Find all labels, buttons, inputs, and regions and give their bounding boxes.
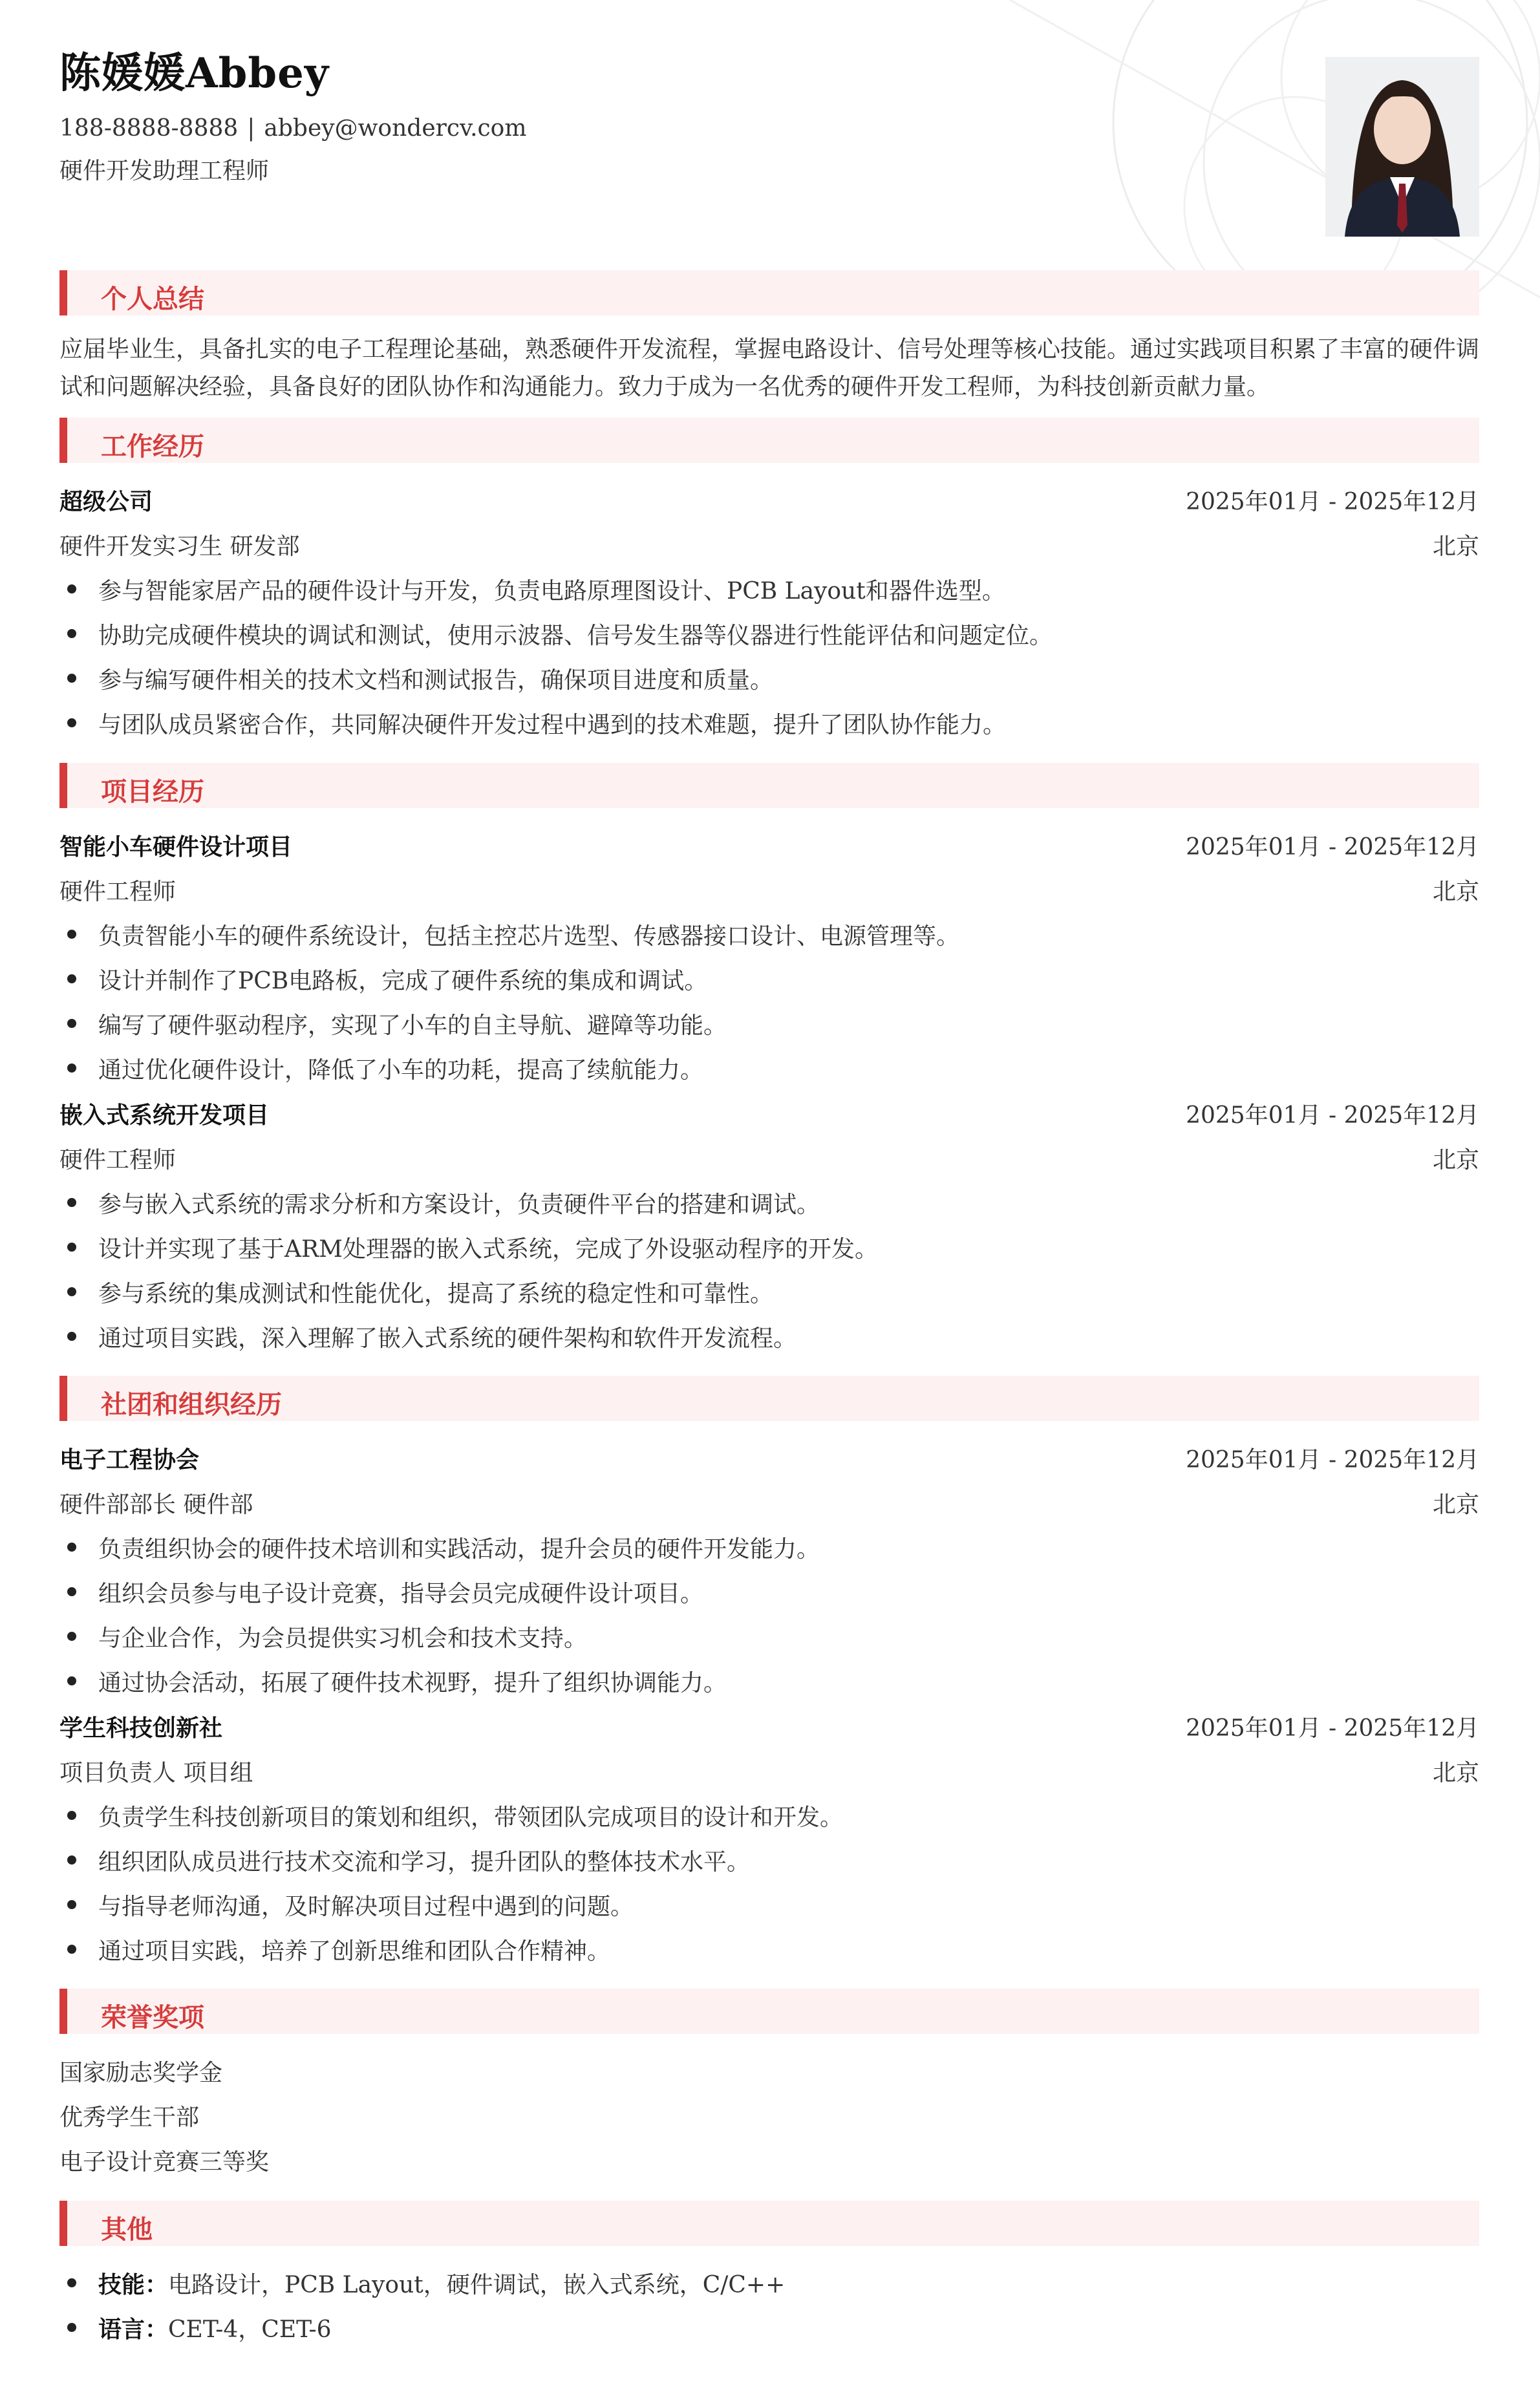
club-entry-header — [59, 1710, 1479, 1742]
job-title: 硬件开发助理工程师 — [59, 158, 270, 184]
list-item-text: 参与嵌入式系统的需求分析和方案设计，负责硬件平台的搭建和调试。 — [98, 1192, 820, 1218]
bullet-dot — [67, 1676, 76, 1685]
honor-item: 优秀学生干部 — [59, 2104, 200, 2131]
language-label: 语言： — [98, 2316, 169, 2343]
summary-line: 应届毕业生，具备扎实的电子工程理论基础，熟悉硬件开发流程，掌握电路设计、信号处理等核心技能。通过实践项目积累了丰富的硬件调 — [59, 336, 1480, 363]
list-item-text: 与企业合作，为会员提供实习机会和技术支持。 — [98, 1625, 588, 1652]
list-item-text: 通过项目实践，深入理解了嵌入式系统的硬件架构和软件开发流程。 — [98, 1325, 797, 1352]
club-entry-header — [59, 1442, 1479, 1474]
club-date: 2025年01月 - 2025年12月 — [1186, 1447, 1479, 1473]
list-item-text: 与指导老师沟通，及时解决项目过程中遇到的问题。 — [98, 1894, 634, 1920]
profile-photo — [1325, 57, 1479, 237]
club-date: 2025年01月 - 2025年12月 — [1186, 1715, 1479, 1742]
list-item-text — [98, 2311, 332, 2344]
bullet-dot — [67, 1900, 76, 1909]
project-location: 北京 — [1432, 1147, 1479, 1173]
email-address: abbey@wondercv.com — [264, 115, 527, 142]
section-header-other — [59, 2201, 1479, 2246]
summary-paragraph — [59, 331, 1479, 406]
section-header-work — [59, 418, 1479, 463]
section-title-summary: 个人总结 — [101, 284, 204, 314]
candidate-name: 陈媛媛Abbey — [59, 49, 330, 98]
project-entry-header — [59, 829, 1479, 861]
bullet-dot — [67, 1198, 76, 1207]
list-item-text: 负责智能小车的硬件系统设计，包括主控芯片选型、传感器接口设计、电源管理等。 — [98, 923, 960, 950]
bullet-dot — [67, 584, 76, 593]
list-item-text: 通过项目实践，培养了创新思维和团队合作精神。 — [98, 1938, 611, 1965]
contact-separator: | — [247, 115, 255, 142]
club-name: 电子工程协会 — [59, 1446, 200, 1473]
club-name: 学生科技创新社 — [59, 1715, 223, 1742]
section-header-summary — [59, 270, 1479, 315]
club-entry-sub — [59, 1755, 1479, 1787]
list-item-text: 通过优化硬件设计，降低了小车的功耗，提高了续航能力。 — [98, 1057, 704, 1084]
honor-item: 电子设计竞赛三等奖 — [59, 2149, 270, 2175]
list-item-text: 参与系统的集成测试和性能优化，提高了系统的稳定性和可靠性。 — [98, 1281, 774, 1307]
section-title-work: 工作经历 — [101, 431, 204, 462]
work-entry-sub — [59, 528, 1479, 561]
bullet-dot — [67, 1587, 76, 1596]
bullet-dot — [67, 1287, 76, 1296]
project-location: 北京 — [1432, 879, 1479, 905]
section-header-projects — [59, 763, 1479, 808]
resume-page — [59, 0, 1480, 2343]
skills-label: 技能： — [98, 2271, 169, 2298]
project-date: 2025年01月 - 2025年12月 — [1186, 834, 1479, 860]
project-role: 硬件工程师 — [59, 879, 176, 905]
project-entry-header — [59, 1097, 1479, 1129]
list-item-text: 参与编写硬件相关的技术文档和测试报告，确保项目进度和质量。 — [98, 667, 774, 694]
bullet-dot — [67, 1811, 76, 1820]
work-location: 北京 — [1432, 533, 1479, 560]
bullet-dot — [67, 674, 76, 683]
list-item-text: 负责组织协会的硬件技术培训和实践活动，提升会员的硬件开发能力。 — [98, 1536, 820, 1563]
bullet-dot — [67, 1855, 76, 1865]
section-header-honors — [59, 1989, 1479, 2034]
phone-number: 188-8888-8888 — [59, 115, 239, 142]
list-item-text: 参与智能家居产品的硬件设计与开发，负责电路原理图设计、PCB Layout和器件选型。 — [98, 578, 1005, 604]
list-item-text: 负责学生科技创新项目的策划和组织，带领团队完成项目的设计和开发。 — [98, 1804, 844, 1831]
list-item-text: 编写了硬件驱动程序，实现了小车的自主导航、避障等功能。 — [98, 1012, 727, 1039]
language-value: CET-4，CET-6 — [168, 2316, 332, 2343]
resume-header — [59, 0, 1479, 259]
section-title-projects: 项目经历 — [101, 776, 204, 807]
club-location: 北京 — [1432, 1491, 1479, 1518]
summary-line: 试和问题解决经验，具备良好的团队协作和沟通能力。致力于成为一名优秀的硬件开发工程师，为科技创新贡献力量。 — [59, 374, 1270, 400]
skills-value: 电路设计，PCB Layout，硬件调试，嵌入式系统，C/C++ — [168, 2272, 786, 2298]
bullet-dot — [67, 930, 76, 939]
project-entry-sub — [59, 1142, 1479, 1174]
list-item-text: 与团队成员紧密合作，共同解决硬件开发过程中遇到的技术难题，提升了团队协作能力。 — [98, 712, 1007, 738]
list-item-text: 协助完成硬件模块的调试和测试，使用示波器、信号发生器等仪器进行性能评估和问题定位。 — [98, 623, 1053, 649]
bullet-dot — [67, 974, 76, 983]
work-date: 2025年01月 - 2025年12月 — [1186, 489, 1479, 515]
project-entry-sub — [59, 873, 1479, 906]
section-title-other: 其他 — [101, 2214, 153, 2245]
bullet-dot — [67, 1543, 76, 1552]
club-location: 北京 — [1432, 1760, 1479, 1786]
section-header-clubs — [59, 1376, 1479, 1421]
section-title-honors: 荣誉奖项 — [101, 2002, 204, 2033]
work-role: 硬件开发实习生 研发部 — [59, 533, 300, 560]
club-role: 硬件部部长 硬件部 — [59, 1491, 253, 1518]
club-entry-sub — [59, 1486, 1479, 1519]
bullet-dot — [67, 1019, 76, 1028]
project-name: 嵌入式系统开发项目 — [59, 1102, 270, 1129]
club-role: 项目负责人 项目组 — [59, 1760, 253, 1786]
list-item-text: 通过协会活动，拓展了硬件技术视野，提升了组织协调能力。 — [98, 1670, 727, 1696]
bullet-dot — [67, 1332, 76, 1341]
project-name: 智能小车硬件设计项目 — [59, 833, 293, 860]
project-role: 硬件工程师 — [59, 1147, 176, 1173]
work-entry-header — [59, 484, 1479, 516]
contact-line — [59, 115, 527, 142]
list-item-text: 组织团队成员进行技术交流和学习，提升团队的整体技术水平。 — [98, 1849, 751, 1876]
bullet-dot — [67, 718, 76, 727]
work-org: 超级公司 — [59, 488, 153, 515]
bullet-dot — [67, 2323, 76, 2332]
section-title-clubs: 社团和组织经历 — [101, 1389, 282, 1420]
list-item-text — [98, 2267, 785, 2300]
list-item-text: 组织会员参与电子设计竞赛，指导会员完成硬件设计项目。 — [98, 1581, 704, 1607]
bullet-dot — [67, 629, 76, 638]
list-item-text: 设计并实现了基于ARM处理器的嵌入式系统，完成了外设驱动程序的开发。 — [98, 1236, 878, 1263]
bullet-dot — [67, 1632, 76, 1641]
bullet-dot — [67, 2278, 76, 2287]
bullet-dot — [67, 1945, 76, 1954]
project-date: 2025年01月 - 2025年12月 — [1186, 1102, 1479, 1129]
bullet-dot — [67, 1064, 76, 1073]
bullet-dot — [67, 1243, 76, 1252]
honor-item: 国家励志奖学金 — [59, 2060, 223, 2086]
list-item-text: 设计并制作了PCB电路板，完成了硬件系统的集成和调试。 — [98, 968, 708, 994]
